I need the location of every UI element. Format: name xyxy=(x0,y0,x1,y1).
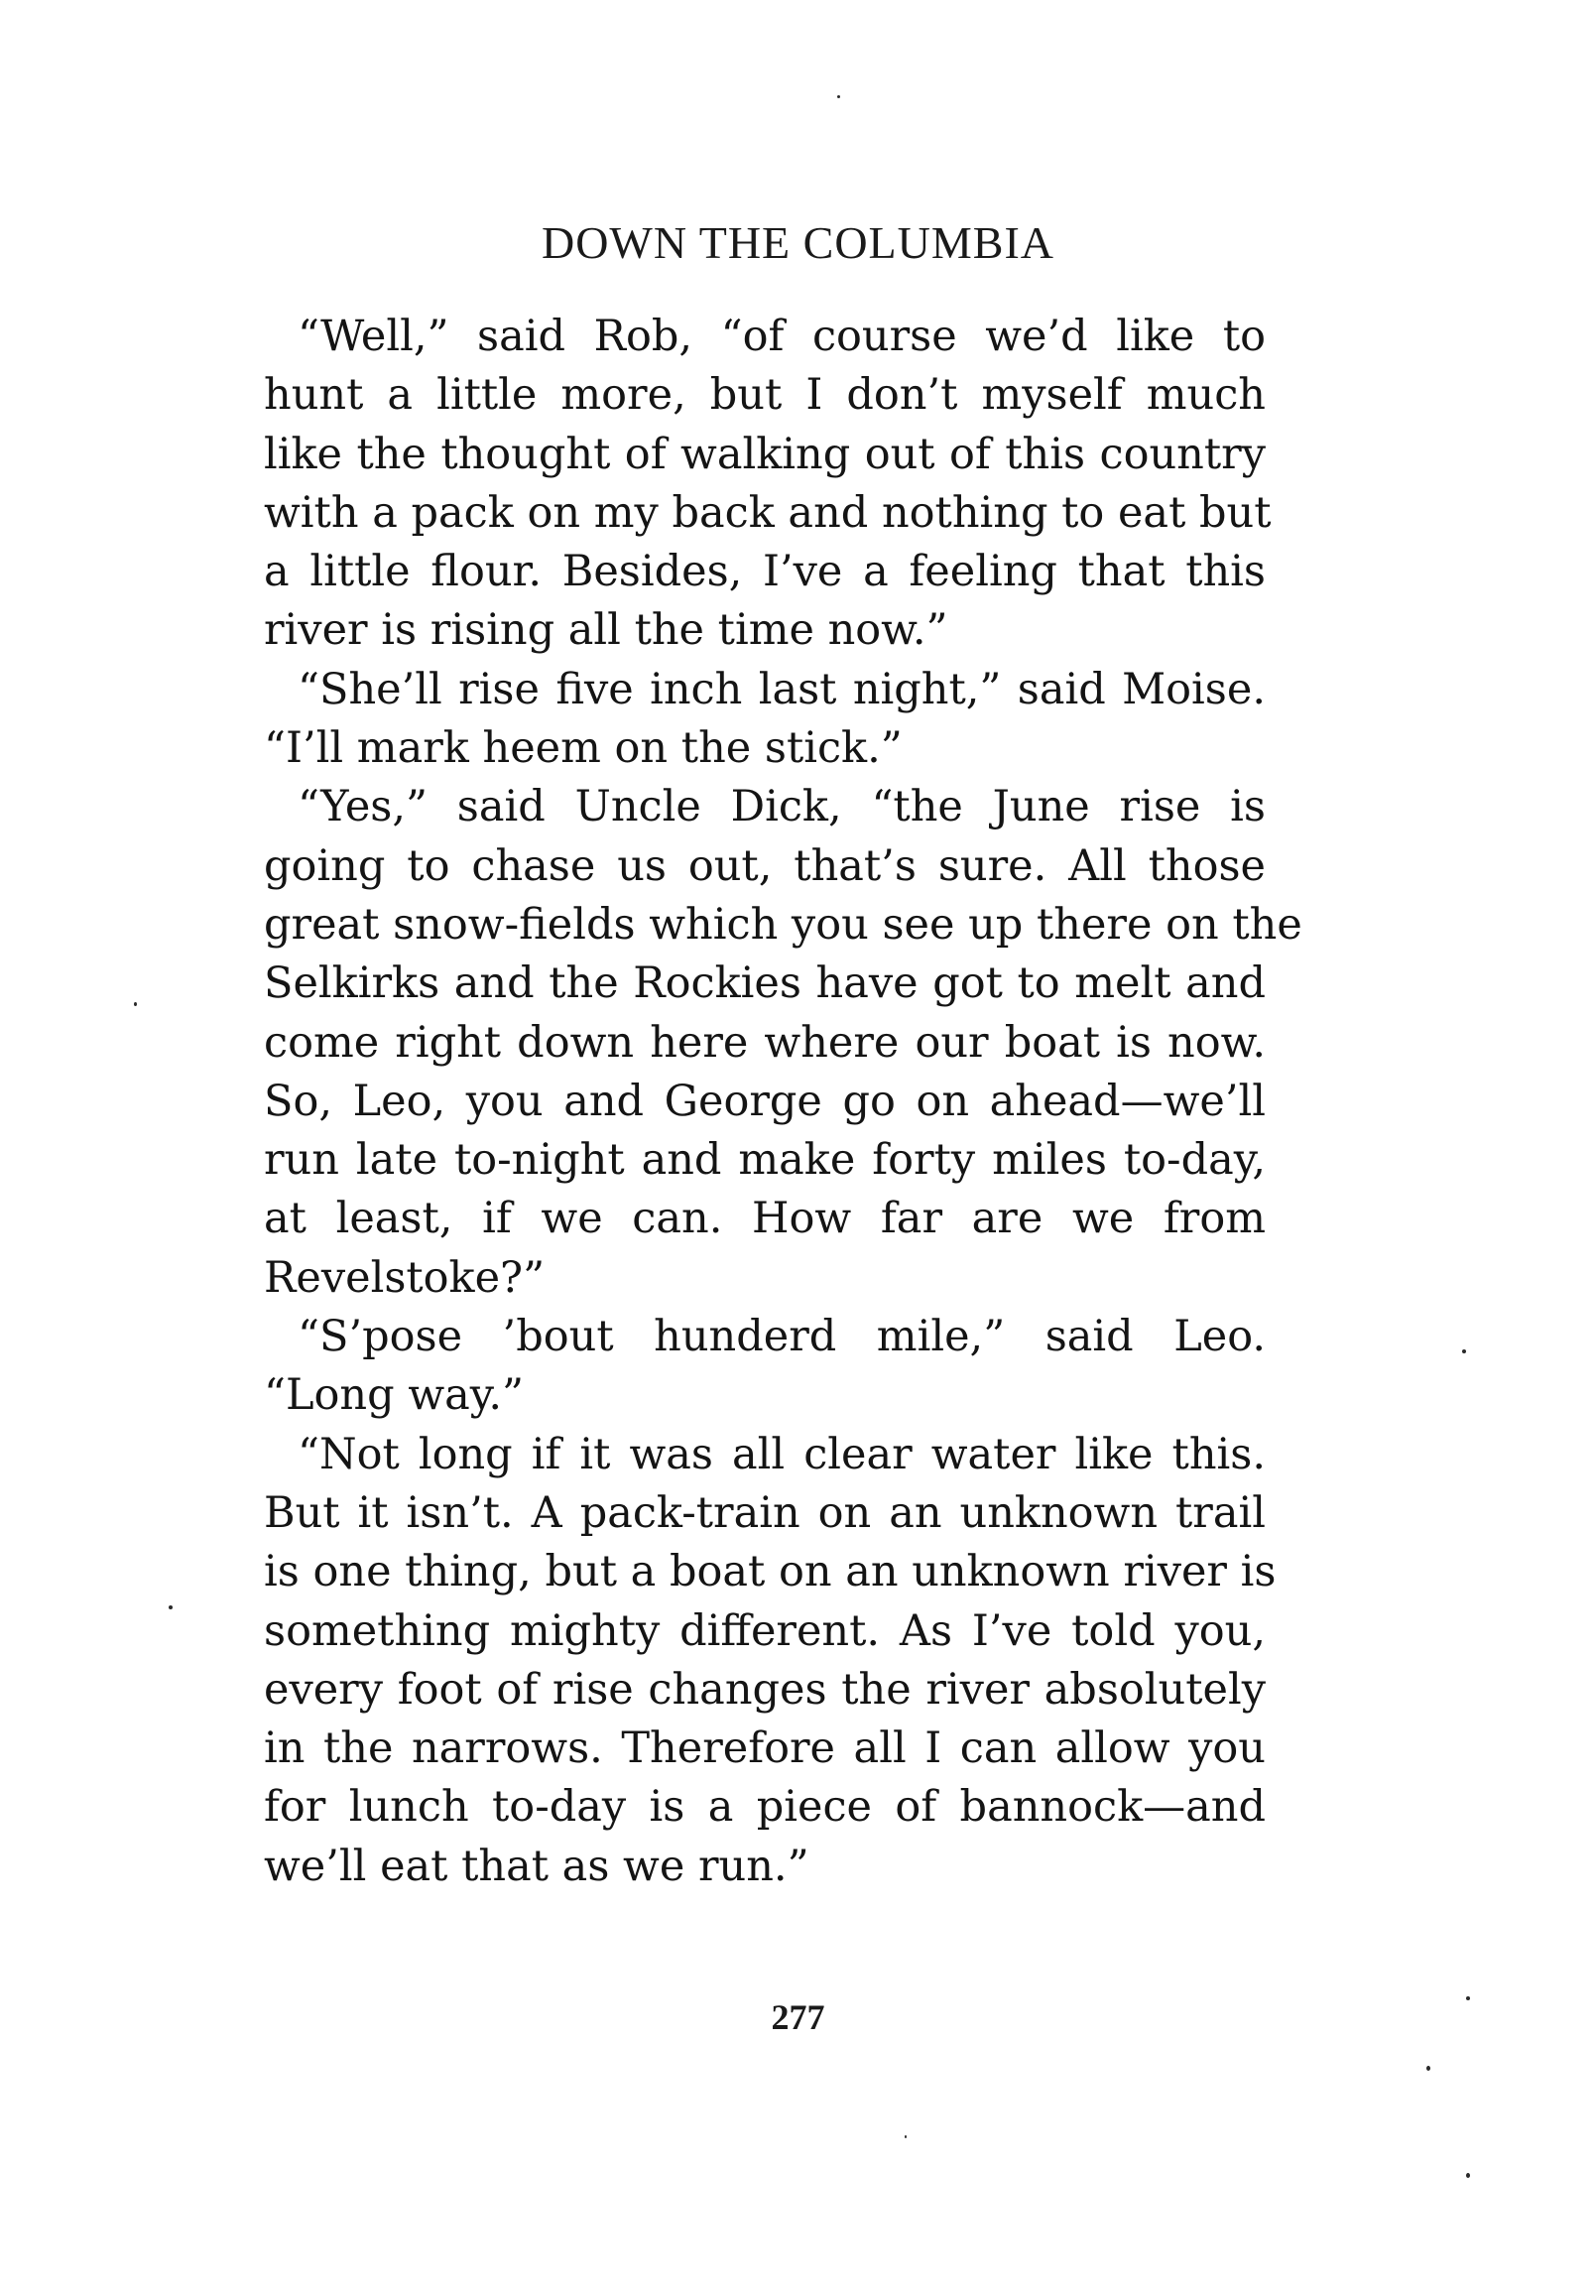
body-text xyxy=(264,308,1302,1896)
text-line: is one thing, but a boat on an unknown river is xyxy=(264,1547,1277,1597)
paragraph xyxy=(264,661,1266,779)
text-line: “Not long if it was all clear water like this. xyxy=(298,1429,1266,1479)
text-line: something mighty different. As I’ve told you, xyxy=(264,1605,1266,1656)
text-line: great snow-fields which you see up there on the xyxy=(264,899,1302,950)
paragraph xyxy=(264,1308,1266,1426)
text-line: for lunch to-day is a piece of bannock—and xyxy=(264,1782,1266,1833)
page-number: 277 xyxy=(771,1997,825,2037)
scan-speck xyxy=(134,1002,137,1006)
text-line: “S’pose ’bout hunderd mile,” said Leo. xyxy=(298,1312,1266,1362)
text-line: like the thought of walking out of this country xyxy=(264,429,1266,479)
running-head: DOWN THE COLUMBIA xyxy=(541,217,1054,268)
scan-speck xyxy=(1426,2066,1430,2071)
text-line: come right down here where our boat is now. xyxy=(264,1017,1266,1068)
text-line: “She’ll rise five inch last night,” said Moise. xyxy=(298,664,1266,714)
text-line: Selkirks and the Rockies have got to melt and xyxy=(264,958,1266,1009)
text-line: Revelstoke?” xyxy=(264,1252,546,1303)
text-line: But it isn’t. A pack-train on an unknown trail xyxy=(264,1487,1266,1538)
text-line: run late to-night and make forty miles to-day, xyxy=(264,1135,1266,1186)
scan-speck xyxy=(1466,2173,1470,2178)
text-line: So, Leo, you and George go on ahead—we’ll xyxy=(264,1076,1266,1126)
paragraph xyxy=(264,1426,1277,1896)
text-line: “I’ll mark heem on the stick.” xyxy=(264,723,903,774)
text-line: with a pack on my back and nothing to eat but xyxy=(264,487,1272,538)
text-line: going to chase us out, that’s sure. All those xyxy=(264,840,1266,891)
text-line: “Yes,” said Uncle Dick, “the June rise is xyxy=(298,782,1266,832)
text-line: hunt a little more, but I don’t myself much xyxy=(264,370,1266,421)
text-line: river is rising all the time now.” xyxy=(264,605,948,656)
scan-speck xyxy=(169,1605,173,1609)
text-line: we’ll eat that as we run.” xyxy=(264,1841,809,1891)
text-line: every foot of rise changes the river absolutely xyxy=(264,1664,1266,1715)
scan-speck xyxy=(1466,1996,1470,2000)
text-line: at least, if we can. How far are we from xyxy=(264,1194,1266,1244)
text-line: a little flour. Besides, I’ve a feeling that this xyxy=(264,547,1266,597)
scan-speck xyxy=(905,2135,907,2138)
paragraph xyxy=(264,308,1272,661)
text-line: “Well,” said Rob, “of course we’d like to xyxy=(298,312,1266,361)
text-line: in the narrows. Therefore all I can allow you xyxy=(264,1723,1266,1774)
paragraph xyxy=(264,778,1302,1308)
scan-speck xyxy=(1462,1349,1466,1353)
text-line: “Long way.” xyxy=(264,1370,524,1421)
scan-speck xyxy=(837,95,840,98)
